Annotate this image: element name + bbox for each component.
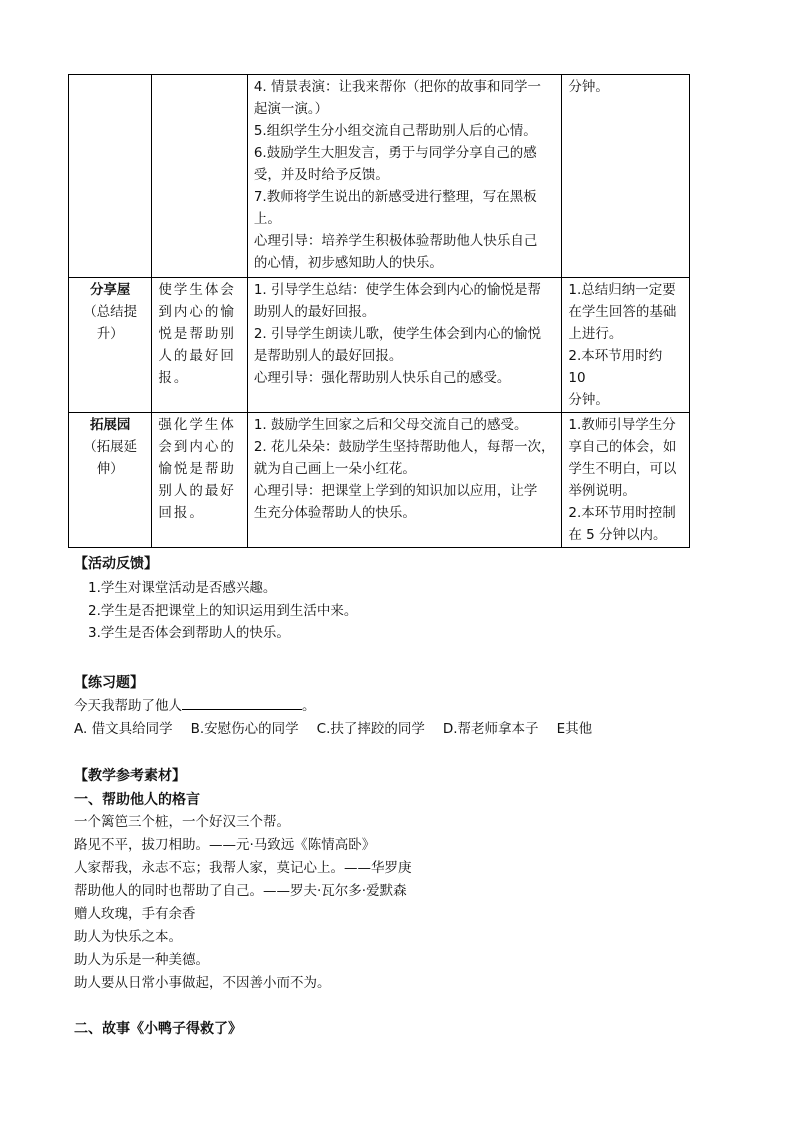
goal-line: 别人的最好 xyxy=(158,483,236,499)
note-line: 在 5 分钟以内。 xyxy=(568,527,667,543)
process-line: 助别人的最好回报。 xyxy=(253,304,376,320)
option-e: E其他 xyxy=(556,721,593,737)
question-end: 。 xyxy=(302,698,316,714)
exercise-section xyxy=(74,672,592,741)
stage-name: 拓展园 xyxy=(89,417,131,433)
process-line: 上。 xyxy=(253,211,281,227)
process-line: 4. 情景表演：让我来帮你（把你的故事和同学一 xyxy=(253,79,542,95)
story-section xyxy=(74,1018,242,1038)
goal-line: 人的最好回 xyxy=(158,348,236,364)
note-line: 1.总结归纳一定要 xyxy=(568,282,676,298)
process-line: 心理引导：把课堂上学到的知识加以应用，让学 xyxy=(253,483,538,499)
stage-subtitle: （拓展延 xyxy=(83,439,138,455)
process-cell xyxy=(247,413,562,548)
reference-heading: 【教学参考素材】 xyxy=(74,768,186,784)
process-line: 5.组织学生分小组交流自己帮助别人后的心情。 xyxy=(253,123,537,139)
feedback-item: 2.学生是否把课堂上的知识运用到生活中来。 xyxy=(88,602,358,619)
note-line: 举例说明。 xyxy=(568,483,636,499)
note-line: 学生不明白，可以 xyxy=(568,461,677,477)
option-a: A. 借文具给同学 xyxy=(74,721,173,737)
stage-cell xyxy=(69,75,152,278)
question-text: 今天我帮助了他人 xyxy=(74,698,182,714)
note-line: 1.教师引导学生分 xyxy=(568,417,676,433)
table-row xyxy=(69,278,690,413)
option-b: B.安慰伤心的同学 xyxy=(190,721,299,737)
goal-line: 回报。 xyxy=(158,505,205,521)
process-line: 就为自己画上一朵小红花。 xyxy=(253,461,416,477)
notes-cell xyxy=(562,75,690,278)
process-line: 受，并及时给予反馈。 xyxy=(253,167,389,183)
goal-cell xyxy=(152,278,247,413)
note-line: 在学生回答的基础 xyxy=(568,304,677,320)
option-d: D.帮老师拿本子 xyxy=(442,721,539,737)
process-line: 是帮助别人的最好回报。 xyxy=(253,348,403,364)
answer-blank xyxy=(182,695,302,710)
reference-subheading-quotes: 一、帮助他人的格言 xyxy=(74,792,200,808)
reference-subheading-story: 二、故事《小鸭子得救了》 xyxy=(74,1021,242,1037)
quote-line: 路见不平，拔刀相助。——元·马致远《陈情高卧》 xyxy=(74,837,376,853)
feedback-item: 3.学生是否体会到帮助人的快乐。 xyxy=(88,625,290,641)
process-cell xyxy=(247,278,562,413)
stage-cell xyxy=(69,278,152,413)
process-line: 1. 鼓励学生回家之后和父母交流自己的感受。 xyxy=(253,417,528,433)
quote-line: 一个篱笆三个桩，一个好汉三个帮。 xyxy=(74,814,290,830)
process-line: 7.教师将学生说出的新感受进行整理，写在黑板 xyxy=(253,189,537,205)
goal-line: 悦是帮助别 xyxy=(158,326,236,342)
feedback-heading: 【活动反馈】 xyxy=(74,556,158,572)
process-line: 生充分体验帮助人的快乐。 xyxy=(253,505,416,521)
exercise-heading: 【练习题】 xyxy=(74,675,144,691)
note-line: 分钟。 xyxy=(568,392,609,408)
process-line: 2. 引导学生朗读儿歌，使学生体会到内心的愉悦 xyxy=(253,326,542,342)
process-line: 的心情，初步感知助人的快乐。 xyxy=(253,255,443,271)
stage-subtitle: （总结提 xyxy=(83,304,138,320)
quote-line: 赠人玫瑰，手有余香 xyxy=(74,906,196,922)
goal-line: 强化学生体 xyxy=(158,417,236,433)
quote-line: 人家帮我，永志不忘；我帮人家，莫记心上。——华罗庚 xyxy=(74,860,412,876)
reference-section xyxy=(74,765,412,995)
table-row xyxy=(69,75,690,278)
goal-cell xyxy=(152,413,247,548)
feedback-item: 1.学生对课堂活动是否感兴趣。 xyxy=(88,580,277,596)
note-line: 2.本环节用时约 10 xyxy=(568,348,663,386)
note-line: 2.本环节用时控制 xyxy=(568,505,676,521)
quote-line: 助人要从日常小事做起，不因善小而不为。 xyxy=(74,975,331,991)
goal-line: 会到内心的 xyxy=(158,439,236,455)
stage-subtitle: 升） xyxy=(96,326,124,342)
stage-subtitle: 伸） xyxy=(96,461,124,477)
goal-line: 愉悦是帮助 xyxy=(158,461,236,477)
option-c: C.扶了摔跤的同学 xyxy=(316,721,425,737)
note-line: 享自己的体会，如 xyxy=(568,439,677,455)
process-line: 6.鼓励学生大胆发言，勇于与同学分享自己的感 xyxy=(253,145,537,161)
stage-name: 分享屋 xyxy=(89,282,131,298)
process-line: 2. 花儿朵朵：鼓励学生坚持帮助他人，每帮一次， xyxy=(253,439,555,455)
quote-line: 帮助他人的同时也帮助了自己。——罗夫·瓦尔多·爱默森 xyxy=(74,883,407,899)
process-line: 1. 引导学生总结：使学生体会到内心的愉悦是帮 xyxy=(253,282,542,298)
exercise-options xyxy=(74,717,592,741)
process-line: 心理引导：培养学生积极体验帮助他人快乐自己 xyxy=(253,233,538,249)
lesson-plan-table xyxy=(68,74,690,548)
goal-line: 到内心的愉 xyxy=(158,304,236,320)
note-line: 分钟。 xyxy=(568,79,609,95)
goal-line: 使学生体会 xyxy=(158,282,236,298)
stage-cell xyxy=(69,413,152,548)
goal-cell xyxy=(152,75,247,278)
quote-line: 助人为快乐之本。 xyxy=(74,929,182,945)
quote-line: 助人为乐是一种美德。 xyxy=(74,952,209,968)
process-line: 起演一演。） xyxy=(253,101,329,117)
feedback-section xyxy=(74,553,357,645)
process-line: 心理引导：强化帮助别人快乐自己的感受。 xyxy=(253,370,511,386)
notes-cell xyxy=(562,413,690,548)
exercise-question xyxy=(74,695,592,717)
notes-cell xyxy=(562,278,690,413)
note-line: 上进行。 xyxy=(568,326,623,342)
process-cell xyxy=(247,75,562,278)
goal-line: 报。 xyxy=(158,370,190,386)
table-row xyxy=(69,413,690,548)
